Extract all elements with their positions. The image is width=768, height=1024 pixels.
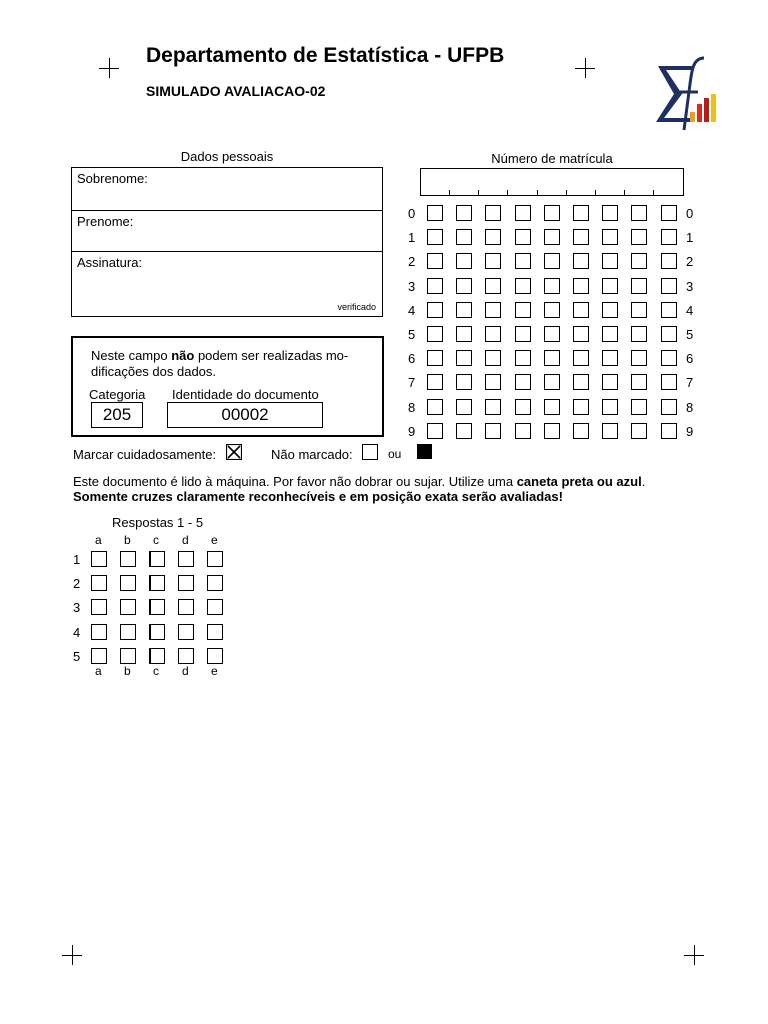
matricula-digit-checkbox[interactable]	[515, 229, 531, 245]
answer-checkbox[interactable]	[149, 648, 165, 664]
matricula-digit-checkbox[interactable]	[544, 399, 560, 415]
matricula-digit-checkbox[interactable]	[456, 278, 472, 294]
matricula-digit-checkbox[interactable]	[661, 278, 677, 294]
answer-question-number: 1	[73, 552, 81, 567]
matricula-digit-checkbox[interactable]	[515, 253, 531, 269]
answer-checkbox[interactable]	[91, 624, 107, 640]
matricula-digit-checkbox[interactable]	[602, 350, 618, 366]
matricula-row-label-right: 9	[686, 423, 694, 439]
matricula-digit-checkbox[interactable]	[485, 253, 501, 269]
answer-checkbox[interactable]	[207, 575, 223, 591]
matricula-digit-checkbox[interactable]	[485, 350, 501, 366]
answer-question-number: 3	[73, 600, 81, 616]
matricula-digit-checkbox[interactable]	[427, 302, 443, 318]
registration-mark-top-left	[99, 58, 119, 78]
matricula-digit-checkbox[interactable]	[573, 350, 589, 366]
answer-option-footer: c	[153, 664, 159, 678]
matricula-digit-checkbox[interactable]	[544, 326, 560, 342]
matricula-digit-checkbox[interactable]	[631, 350, 647, 366]
matricula-digit-checkbox[interactable]	[427, 350, 443, 366]
matricula-tick	[478, 190, 479, 196]
instructions-line-1-start: Este documento é lido à máquina. Por favor não dobrar ou sujar. Utilize uma	[73, 474, 517, 489]
matricula-row-label-left: 5	[408, 327, 416, 342]
matricula-digit-checkbox[interactable]	[515, 326, 531, 342]
answer-checkbox[interactable]	[178, 575, 194, 591]
page-subtitle: SIMULADO AVALIACAO-02	[146, 83, 326, 99]
answer-checkbox[interactable]	[149, 599, 165, 615]
signature-field[interactable]	[72, 252, 382, 316]
matricula-digit-checkbox[interactable]	[485, 302, 501, 318]
answer-option-footer: b	[124, 664, 131, 678]
answer-question-number: 4	[73, 624, 81, 640]
matricula-digit-checkbox[interactable]	[485, 278, 501, 294]
registration-mark-top-right	[575, 58, 595, 78]
matricula-digit-checkbox[interactable]	[515, 399, 531, 415]
matricula-row-label-right: 0	[686, 206, 694, 221]
verified-label: verificado	[337, 302, 376, 312]
document-id-value-box	[167, 402, 323, 428]
matricula-digit-checkbox[interactable]	[485, 326, 501, 342]
matricula-digit-checkbox[interactable]	[515, 205, 531, 221]
answer-checkbox[interactable]	[91, 551, 107, 567]
matricula-digit-checkbox[interactable]	[631, 399, 647, 415]
instructions-pen-color: caneta preta ou azul	[516, 474, 642, 489]
matricula-row-label-right: 7	[686, 375, 694, 391]
matricula-digit-checkbox[interactable]	[573, 374, 589, 390]
personal-data-heading: Dados pessoais	[180, 149, 274, 164]
example-crossed-box-icon	[226, 444, 242, 460]
signature-label: Assinatura:	[77, 255, 143, 270]
matricula-tick	[653, 190, 654, 196]
matricula-digit-checkbox[interactable]	[661, 399, 677, 415]
matricula-tick	[566, 190, 567, 196]
matricula-digit-checkbox[interactable]	[661, 350, 677, 366]
personal-data-box	[71, 167, 383, 317]
matricula-digit-checkbox[interactable]	[573, 205, 589, 221]
answer-checkbox[interactable]	[120, 575, 136, 591]
category-label: Categoria	[89, 387, 146, 402]
matricula-tick	[507, 190, 508, 196]
answer-checkbox[interactable]	[149, 551, 165, 567]
matricula-row-label-left: 3	[408, 278, 416, 294]
answer-option-footer: d	[182, 664, 189, 678]
answer-checkbox[interactable]	[207, 624, 223, 640]
matricula-digit-checkbox[interactable]	[661, 205, 677, 221]
matricula-digit-checkbox[interactable]	[602, 205, 618, 221]
matricula-tick	[537, 190, 538, 196]
answer-option-header: d	[182, 533, 189, 547]
matricula-digit-checkbox[interactable]	[456, 326, 472, 342]
answer-question-number: 5	[73, 648, 81, 664]
matricula-row-label-left: 4	[408, 302, 416, 318]
matricula-input[interactable]	[420, 168, 684, 196]
matricula-digit-checkbox[interactable]	[602, 399, 618, 415]
matricula-digit-checkbox[interactable]	[485, 399, 501, 415]
category-value-box	[91, 402, 143, 428]
matricula-digit-checkbox[interactable]	[544, 229, 560, 245]
matricula-digit-checkbox[interactable]	[573, 253, 589, 269]
matricula-digit-checkbox[interactable]	[573, 278, 589, 294]
notice-text	[91, 348, 361, 380]
answer-option-header: c	[153, 533, 159, 547]
matricula-row-label-left: 8	[408, 399, 416, 415]
matricula-digit-checkbox[interactable]	[515, 423, 531, 439]
matricula-digit-checkbox[interactable]	[631, 326, 647, 342]
matricula-digit-checkbox[interactable]	[456, 302, 472, 318]
document-id-label: Identidade do documento	[172, 387, 319, 402]
notice-text-bold: não	[171, 348, 195, 363]
answer-option-header: a	[95, 533, 102, 547]
notice-text-start: Neste campo	[91, 348, 172, 363]
matricula-digit-checkbox[interactable]	[661, 374, 677, 390]
matricula-digit-checkbox[interactable]	[456, 399, 472, 415]
matricula-row-label-left: 0	[408, 206, 416, 221]
page-title: Departamento de Estatística - UFPB	[146, 44, 505, 67]
matricula-digit-checkbox[interactable]	[631, 278, 647, 294]
matricula-digit-checkbox[interactable]	[631, 374, 647, 390]
answer-option-footer: a	[95, 664, 102, 678]
matricula-digit-checkbox[interactable]	[427, 229, 443, 245]
matricula-digit-checkbox[interactable]	[427, 278, 443, 294]
matricula-tick	[449, 190, 450, 196]
notice-box	[71, 336, 384, 437]
answer-option-header: e	[211, 533, 218, 547]
first-name-field[interactable]	[72, 211, 382, 252]
example-filled-box-icon	[417, 444, 432, 459]
matricula-digit-checkbox[interactable]	[456, 205, 472, 221]
matricula-digit-checkbox[interactable]	[573, 399, 589, 415]
matricula-digit-checkbox[interactable]	[427, 423, 443, 439]
matricula-digit-checkbox[interactable]	[631, 302, 647, 318]
matricula-digit-checkbox[interactable]	[573, 423, 589, 439]
answer-checkbox[interactable]	[91, 599, 107, 615]
matricula-digit-checkbox[interactable]	[661, 326, 677, 342]
matricula-digit-checkbox[interactable]	[631, 423, 647, 439]
matricula-digit-checkbox[interactable]	[427, 326, 443, 342]
answer-checkbox[interactable]	[178, 599, 194, 615]
matricula-digit-checkbox[interactable]	[602, 278, 618, 294]
registration-mark-bottom-left	[62, 945, 82, 965]
matricula-digit-checkbox[interactable]	[456, 253, 472, 269]
matricula-digit-checkbox[interactable]	[631, 205, 647, 221]
document-id-value: 00002	[221, 405, 269, 424]
answer-checkbox[interactable]	[120, 624, 136, 640]
matricula-digit-checkbox[interactable]	[515, 374, 531, 390]
matricula-digit-checkbox[interactable]	[631, 253, 647, 269]
matricula-digit-checkbox[interactable]	[573, 302, 589, 318]
answer-checkbox[interactable]	[120, 648, 136, 664]
matricula-digit-checkbox[interactable]	[631, 229, 647, 245]
matricula-digit-checkbox[interactable]	[602, 374, 618, 390]
matricula-digit-checkbox[interactable]	[515, 302, 531, 318]
answer-question-number: 2	[73, 576, 81, 592]
notice-text-end: podem ser realizadas mo-	[194, 348, 349, 363]
matricula-digit-checkbox[interactable]	[427, 399, 443, 415]
sigma-f-chart-logo-icon	[654, 54, 718, 134]
matricula-digit-checkbox[interactable]	[427, 205, 443, 221]
answer-checkbox[interactable]	[91, 648, 107, 664]
matricula-row-label-right: 1	[686, 230, 694, 246]
matricula-digit-checkbox[interactable]	[661, 253, 677, 269]
matricula-digit-checkbox[interactable]	[485, 423, 501, 439]
matricula-digit-checkbox[interactable]	[485, 374, 501, 390]
answer-option-header: b	[124, 533, 131, 547]
matricula-row-label-right: 2	[686, 254, 694, 270]
matricula-heading: Número de matrícula	[491, 151, 613, 166]
matricula-digit-checkbox[interactable]	[485, 229, 501, 245]
answer-checkbox[interactable]	[207, 648, 223, 664]
matricula-row-label-right: 5	[686, 327, 694, 342]
category-value: 205	[102, 405, 132, 424]
matricula-row-label-left: 9	[408, 423, 416, 439]
matricula-row-label-left: 7	[408, 375, 416, 391]
matricula-digit-checkbox[interactable]	[573, 229, 589, 245]
matricula-digit-checkbox[interactable]	[544, 253, 560, 269]
matricula-row-label-left: 2	[408, 254, 416, 270]
matricula-digit-checkbox[interactable]	[661, 302, 677, 318]
matricula-digit-checkbox[interactable]	[456, 423, 472, 439]
matricula-tick	[595, 190, 596, 196]
answer-option-footer: e	[211, 664, 218, 678]
or-label: ou	[388, 447, 402, 461]
matricula-row-label-left: 6	[408, 351, 416, 367]
answer-checkbox[interactable]	[178, 648, 194, 664]
answer-checkbox[interactable]	[207, 551, 223, 567]
matricula-digit-checkbox[interactable]	[602, 326, 618, 342]
matricula-digit-checkbox[interactable]	[456, 229, 472, 245]
matricula-row-label-right: 6	[686, 351, 694, 367]
answer-checkbox[interactable]	[178, 551, 194, 567]
matricula-digit-checkbox[interactable]	[544, 205, 560, 221]
matricula-digit-checkbox[interactable]	[544, 374, 560, 390]
matricula-digit-checkbox[interactable]	[602, 253, 618, 269]
matricula-digit-checkbox[interactable]	[456, 374, 472, 390]
matricula-row-label-right: 3	[686, 278, 694, 294]
matricula-digit-checkbox[interactable]	[661, 229, 677, 245]
matricula-row-label-right: 8	[686, 399, 694, 415]
answer-checkbox[interactable]	[120, 599, 136, 615]
answer-checkbox[interactable]	[149, 624, 165, 640]
example-empty-box-icon	[362, 444, 378, 460]
matricula-digit-checkbox[interactable]	[544, 423, 560, 439]
matricula-digit-checkbox[interactable]	[427, 374, 443, 390]
instructions-line-2: Somente cruzes claramente reconhecíveis e em posição exata serão avaliadas!	[73, 489, 563, 504]
first-name-label: Prenome:	[77, 214, 134, 229]
answer-checkbox[interactable]	[149, 575, 165, 591]
matricula-digit-checkbox[interactable]	[573, 326, 589, 342]
matricula-digit-checkbox[interactable]	[602, 302, 618, 318]
matricula-digit-checkbox[interactable]	[661, 423, 677, 439]
matricula-tick	[624, 190, 625, 196]
matricula-digit-checkbox[interactable]	[544, 278, 560, 294]
answer-checkbox[interactable]	[207, 599, 223, 615]
matricula-digit-checkbox[interactable]	[544, 350, 560, 366]
instructions-line-1	[73, 474, 645, 489]
matricula-digit-checkbox[interactable]	[456, 350, 472, 366]
matricula-digit-checkbox[interactable]	[427, 253, 443, 269]
mark-carefully-label: Marcar cuidadosamente:	[73, 447, 217, 462]
surname-field[interactable]	[72, 168, 382, 211]
matricula-digit-checkbox[interactable]	[544, 302, 560, 318]
answer-checkbox[interactable]	[91, 575, 107, 591]
matricula-digit-checkbox[interactable]	[602, 229, 618, 245]
not-marked-label: Não marcado:	[271, 447, 353, 462]
matricula-row-label-right: 4	[686, 302, 694, 318]
answers-heading: Respostas 1 - 5	[112, 515, 204, 530]
matricula-digit-checkbox[interactable]	[602, 423, 618, 439]
registration-mark-bottom-right	[684, 945, 704, 965]
matricula-row-label-left: 1	[408, 230, 416, 246]
answer-checkbox[interactable]	[120, 551, 136, 567]
instructions-line-1-end: .	[641, 474, 646, 489]
matricula-digit-checkbox[interactable]	[515, 278, 531, 294]
answer-checkbox[interactable]	[178, 624, 194, 640]
notice-text-line2: dificações dos dados.	[91, 364, 217, 379]
matricula-digit-checkbox[interactable]	[485, 205, 501, 221]
surname-label: Sobrenome:	[77, 171, 148, 186]
matricula-digit-checkbox[interactable]	[515, 350, 531, 366]
